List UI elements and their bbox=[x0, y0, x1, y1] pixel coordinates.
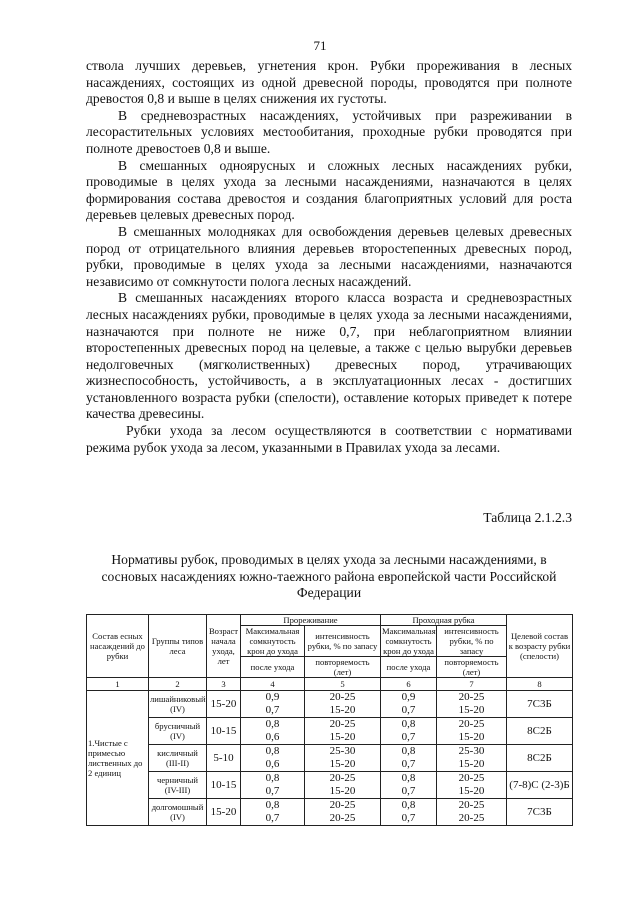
value-after: 0,7 bbox=[401, 812, 416, 824]
value-intensity: 25-30 bbox=[458, 745, 485, 757]
table-row bbox=[87, 799, 573, 826]
header-repeat-2: повторяемость (лет) bbox=[437, 657, 507, 678]
value-after: 0,6 bbox=[265, 731, 280, 743]
column-number: 2 bbox=[149, 678, 207, 691]
start-age-cell: 15-20 bbox=[207, 691, 241, 718]
paragraph: В смешанных насаждениях второго класса возраста и средневозрастных лесных насаждениях рубки, проводимые в целях ухода за лесными насаждениями, назначаются при полноте не ниже 0,7, при неблагоприятном влиянии второстепенных древесных пород на целевые, а также с целью вырубки деревьев недолговечных (мягколиственных) древесных пород, утрачивающих жизнеспособность, устойчивость, а в эксплуатационных лесах - достигших установленного возраста рубки (спелости), оставление которых приведет к потере качества древесины. bbox=[86, 290, 572, 422]
value-repeat: 15-20 bbox=[329, 731, 356, 743]
value-before: 0,9 bbox=[401, 691, 416, 703]
column-number: 1 bbox=[87, 678, 149, 691]
value-before: 0,8 bbox=[265, 772, 280, 784]
value-repeat: 15-20 bbox=[458, 785, 485, 797]
value-after: 0,7 bbox=[265, 785, 280, 797]
passage-intensity-cell bbox=[437, 745, 507, 772]
table-header-row bbox=[87, 615, 573, 626]
page-number: 71 bbox=[313, 38, 327, 53]
value-repeat: 15-20 bbox=[329, 758, 356, 770]
norms-table bbox=[86, 614, 573, 826]
passage-density-cell bbox=[381, 745, 437, 772]
value-repeat: 20-25 bbox=[329, 812, 356, 824]
table-number: Таблица 2.1.2.3 bbox=[483, 510, 572, 525]
thinning-intensity-cell bbox=[305, 799, 381, 826]
column-numbers-row bbox=[87, 678, 573, 691]
value-after: 0,7 bbox=[401, 758, 416, 770]
header-composition: Состав есных насаждений до рубки bbox=[87, 615, 149, 678]
forest-group-cell: кисличный (III-II) bbox=[149, 745, 207, 772]
value-after: 0,7 bbox=[401, 704, 416, 716]
passage-density-cell bbox=[381, 691, 437, 718]
value-before: 0,8 bbox=[265, 799, 280, 811]
value-intensity: 20-25 bbox=[458, 772, 485, 784]
value-intensity: 20-25 bbox=[329, 772, 356, 784]
value-intensity: 20-25 bbox=[329, 799, 356, 811]
passage-density-cell bbox=[381, 772, 437, 799]
header-thinning: Прореживание bbox=[241, 615, 381, 626]
value-intensity: 20-25 bbox=[329, 718, 356, 730]
value-before: 0,8 bbox=[401, 799, 416, 811]
value-intensity: 25-30 bbox=[329, 745, 356, 757]
forest-group-cell: брусничный (IV) bbox=[149, 718, 207, 745]
value-intensity: 20-25 bbox=[458, 718, 485, 730]
table-row bbox=[87, 772, 573, 799]
value-after: 0,7 bbox=[401, 731, 416, 743]
header-start-age: Возраст начала ухода, лет bbox=[207, 615, 241, 678]
value-before: 0,9 bbox=[265, 691, 280, 703]
value-repeat: 20-25 bbox=[458, 812, 485, 824]
header-intensity-2: интенсивность рубки, % по запасу bbox=[437, 626, 507, 657]
thinning-intensity-cell bbox=[305, 718, 381, 745]
header-after-care-2: после ухода bbox=[381, 657, 437, 678]
header-forest-groups: Группы типов леса bbox=[149, 615, 207, 678]
header-intensity: интенсивность рубки, % по запасу bbox=[305, 626, 381, 657]
column-number: 6 bbox=[381, 678, 437, 691]
value-intensity: 20-25 bbox=[329, 691, 356, 703]
column-number: 4 bbox=[241, 678, 305, 691]
passage-density-cell bbox=[381, 718, 437, 745]
value-repeat: 15-20 bbox=[458, 704, 485, 716]
passage-intensity-cell bbox=[437, 718, 507, 745]
target-composition-cell: 8С2Б bbox=[507, 745, 573, 772]
column-number: 8 bbox=[507, 678, 573, 691]
value-after: 0,7 bbox=[265, 704, 280, 716]
forest-group-cell: лишайниковый (IV) bbox=[149, 691, 207, 718]
value-after: 0,6 bbox=[265, 758, 280, 770]
table-row bbox=[87, 691, 573, 718]
column-number: 7 bbox=[437, 678, 507, 691]
thinning-density-cell bbox=[241, 718, 305, 745]
value-before: 0,8 bbox=[401, 718, 416, 730]
header-after-care: после ухода bbox=[241, 657, 305, 678]
value-intensity: 20-25 bbox=[458, 691, 485, 703]
value-repeat: 15-20 bbox=[458, 731, 485, 743]
value-after: 0,7 bbox=[265, 812, 280, 824]
body-text bbox=[86, 58, 572, 456]
forest-group-cell: долгомошный (IV) bbox=[149, 799, 207, 826]
value-after: 0,7 bbox=[401, 785, 416, 797]
thinning-intensity-cell bbox=[305, 745, 381, 772]
value-before: 0,8 bbox=[401, 772, 416, 784]
table-row bbox=[87, 718, 573, 745]
header-target-composition: Целевой состав к возрасту рубки (спелости) bbox=[507, 615, 573, 678]
start-age-cell: 10-15 bbox=[207, 772, 241, 799]
header-max-density-2: Максимальная сомкнутость крон до ухода bbox=[382, 626, 436, 656]
start-age-cell: 10-15 bbox=[207, 718, 241, 745]
header-repeat: повторяемость (лет) bbox=[305, 657, 381, 678]
thinning-density-cell bbox=[241, 745, 305, 772]
passage-intensity-cell bbox=[437, 691, 507, 718]
value-repeat: 15-20 bbox=[329, 704, 356, 716]
header-passage-cutting: Проходная рубка bbox=[381, 615, 507, 626]
column-number: 5 bbox=[305, 678, 381, 691]
column-number: 3 bbox=[207, 678, 241, 691]
passage-density-cell bbox=[381, 799, 437, 826]
value-repeat: 15-20 bbox=[329, 785, 356, 797]
passage-intensity-cell bbox=[437, 799, 507, 826]
thinning-density-cell bbox=[241, 799, 305, 826]
start-age-cell: 15-20 bbox=[207, 799, 241, 826]
value-repeat: 15-20 bbox=[458, 758, 485, 770]
thinning-intensity-cell bbox=[305, 691, 381, 718]
thinning-intensity-cell bbox=[305, 772, 381, 799]
paragraph: Рубки ухода за лесом осуществляются в соответствии с нормативами режима рубок ухода за лесом, указанными в Правилах ухода за лесами. bbox=[86, 423, 572, 455]
target-composition-cell: 8С2Б bbox=[507, 718, 573, 745]
passage-intensity-cell bbox=[437, 772, 507, 799]
header-max-density: Максимальная сомкнутость крон до ухода bbox=[241, 626, 305, 657]
forest-group-cell: черничный (IV-III) bbox=[149, 772, 207, 799]
value-before: 0,8 bbox=[401, 745, 416, 757]
paragraph: В смешанных одноярусных и сложных лесных насаждениях рубки, проводимые в целях ухода за лесными насаждениями, назначаются в целях формирования состава древостоя и создания благоприятных условий для роста деревьев целевых древесных пород. bbox=[86, 157, 572, 223]
value-before: 0,8 bbox=[265, 718, 280, 730]
value-before: 0,8 bbox=[265, 745, 280, 757]
paragraph: В средневозрастных насаждениях, устойчивых при разреживании в лесорастительных условиях местообитания, проходные рубки проводятся при полноте древостоев 0,8 и выше. bbox=[86, 107, 572, 156]
paragraph: В смешанных молодняках для освобождения деревьев целевых древесных пород от отрицательного влияния деревьев второстепенных древесных пород, рубки, проводимые в целях ухода за лесными насаждениями, назначаются независимо от сомкнутости полога лесных насаждений. bbox=[86, 223, 572, 289]
value-intensity: 20-25 bbox=[458, 799, 485, 811]
thinning-density-cell bbox=[241, 691, 305, 718]
start-age-cell: 5-10 bbox=[207, 745, 241, 772]
paragraph: ствола лучших деревьев, угнетения крон. Рубки прореживания в лесных насаждениях, состоящих из одной древесной породы, проводятся при полноте древостоя 0,8 и выше в целях снижения их густоты. bbox=[86, 58, 572, 107]
composition-cell: 1.Чистые с примесью лиственных до 2 единиц bbox=[87, 691, 149, 826]
target-composition-cell: 7С3Б bbox=[507, 799, 573, 826]
thinning-density-cell bbox=[241, 772, 305, 799]
table-row bbox=[87, 745, 573, 772]
table-title: Нормативы рубок, проводимых в целях ухода за лесными насаждениями, в сосновых насаждениях южно-таежного района европейской части Российской Федерации bbox=[101, 552, 557, 600]
target-composition-cell: (7-8)С (2-3)Б bbox=[507, 772, 573, 799]
target-composition-cell: 7С3Б bbox=[507, 691, 573, 718]
